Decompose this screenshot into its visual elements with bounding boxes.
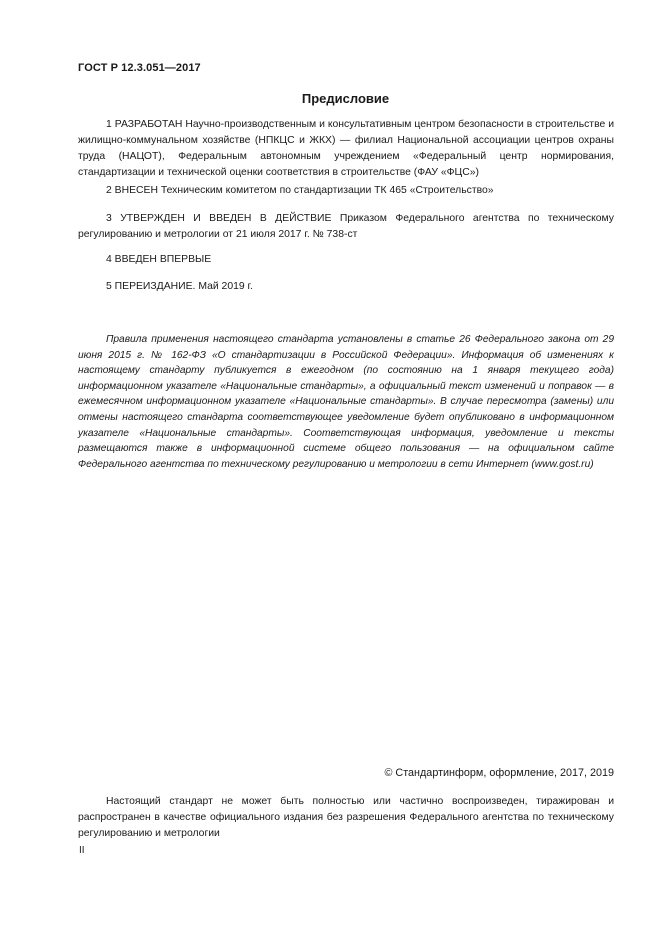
foreword-item-1-text: 1 РАЗРАБОТАН Научно-производственным и консультативным центром безопасности в строительстве и жилищно-коммунальном хозяйстве (НПКЦС и ЖКХ) — филиал Национальной ассоциации центров охраны труда (НАЦОТ), Федеральным автономным учреждением «Федеральный центр нормирования, стандартизации и технической оценки соответствия в строительстве (ФАУ «ФЦС»): [78, 119, 614, 178]
legal-notice-text: Настоящий стандарт не может быть полностью или частично воспроизведен, тиражирован и распространен в качестве официального издания без разрешения Федерального агентства по техническому регулированию и метрологии: [78, 796, 614, 839]
legal-notice: [78, 794, 614, 842]
page-title: Предисловие: [301, 91, 390, 106]
foreword-item-4-text: 4 ВВЕДЕН ВПЕРВЫЕ: [106, 254, 212, 265]
application-notice: [78, 332, 614, 472]
document-header: ГОСТ Р 12.3.051—2017: [78, 62, 201, 74]
foreword-item-5: [78, 279, 614, 295]
foreword-item-1: [78, 117, 614, 181]
foreword-item-5-text: 5 ПЕРЕИЗДАНИЕ. Май 2019 г.: [106, 281, 253, 292]
foreword-item-2: [78, 183, 614, 199]
foreword-item-3: [78, 211, 614, 243]
page-number: II: [79, 845, 85, 856]
foreword-item-4: [78, 252, 614, 268]
foreword-item-3-text: 3 УТВЕРЖДЕН И ВВЕДЕН В ДЕЙСТВИЕ Приказом Федерального агентства по техническому регулированию и метрологии от 21 июля 2017 г. № 738-ст: [78, 213, 614, 240]
copyright-line: © Стандартинформ, оформление, 2017, 2019: [384, 767, 614, 779]
application-notice-text: Правила применения настоящего стандарта установлены в статье 26 Федерального закона от 29 июня 2015 г. № 162-ФЗ «О стандартизации в Российской Федерации». Информация об изменениях к настоящему стандарту публикуется в ежегодном (по состоянию на 1 января текущего года) информационном указателе «Национальные стандарты», а официальный текст изменений и поправок — в ежемесячном информационном указателе «Национальные стандарты». В случае пересмотра (замены) или отмены настоящего стандарта соответствующее уведомление будет опубликовано в информационном указателе «Национальные стандарты». Соответствующая информация, уведомление и тексты размещаются также в информационной системе общего пользования — на официальном сайте Федерального агентства по техническому регулированию и метрологии в сети Интернет (www.gost.ru): [78, 334, 614, 470]
foreword-item-2-text: 2 ВНЕСЕН Техническим комитетом по стандартизации ТК 465 «Строительство»: [106, 185, 494, 196]
